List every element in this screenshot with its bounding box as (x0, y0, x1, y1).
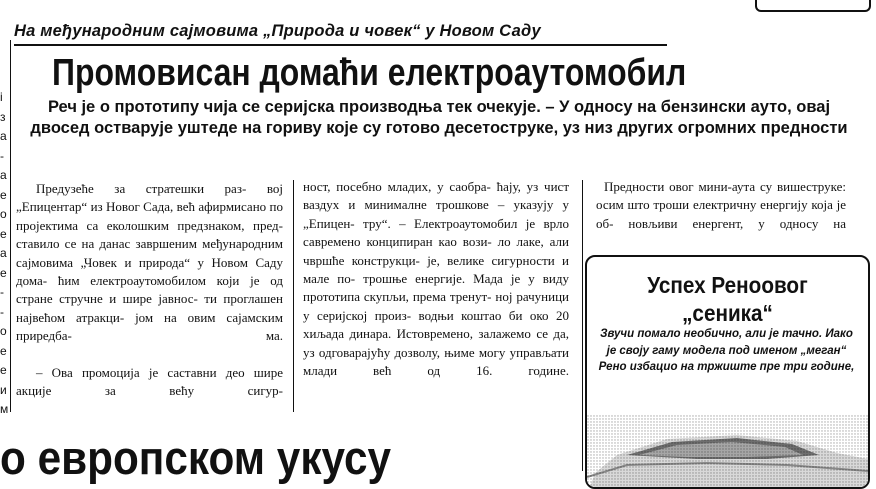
car-photo (587, 415, 868, 489)
article-headline: Промовисан домаћи електроаутомобил (52, 52, 687, 94)
car-image (587, 415, 868, 489)
paragraph-4: Предности овог мини-аута су вишеструке: осим што троши електричну енергију која је об- новљиви енергент, у односу на (596, 179, 847, 231)
article-kicker: На међународним сајмовима „Природа и човек“ у Новом Саду (14, 22, 541, 40)
sidebar-text: Звучи помало необично, али је тачно. Иако је своју гаму модела под именом „меган“ Рено избацио на тржиште пре три године, (598, 328, 855, 373)
next-article-headline: о европском укусу (0, 431, 392, 484)
sidebar-title: Успех Реноовог „сеника“ (647, 272, 808, 326)
paragraph-3: ност, посебно младих, у саобра- ћају, уз чист ваздух и минималне трошкове – указују у „Епицен- тру“. – Електроаутомобил је врло савремено конципиран као вози- ло лаке, али чвршће конструкци- је, велике сигурности и мале по- трошње енергије. Мада је у виду прототипа скупљи, према тренут- ној рачуници у серијској произ- водњи коштао би око 20 хиљада динара. Истовремено, залажемо се да, уз одговарајућу дозволу, њиме могу управљати млади већ од 16. године. (303, 179, 570, 379)
column-divider-1 (293, 180, 294, 412)
article-deck: Реч је о прототипу чија се серијска производња тек очекује. – У односу на бензински ауто, овај двосед остварује уштеде на гориву које су готово десетоструке, уз низ других огромних предности (30, 98, 848, 137)
previous-article-box-edge (755, 0, 871, 12)
kicker-underline (14, 44, 667, 46)
left-column-divider (10, 40, 11, 412)
paragraph-1: Предузеће за стратешки раз- вој „Епицентар“ из Новог Сада, већ афирмисано по пројектима са еколошким предзнаком, пред- ставило се на данас завршеним међународним сајмовима „Човек и природа“ у Новом Саду дома- ћим електроаутомобилом који је од стране стручне и шире јавнос- ти проглашен највећом атракци- јом на овим сајамским приредба- ма. (16, 181, 284, 344)
article-column-1 (16, 180, 283, 400)
sidebar-box (585, 255, 870, 489)
article-column-3 (596, 178, 846, 233)
column-divider-2 (582, 180, 583, 471)
paragraph-2: – Ова промоција је саставни део шире акције за већу сигур- (16, 364, 284, 399)
left-column-fragment: i з а - а е о е а е - - о е е и м (0, 90, 9, 416)
article-column-2 (303, 178, 569, 380)
